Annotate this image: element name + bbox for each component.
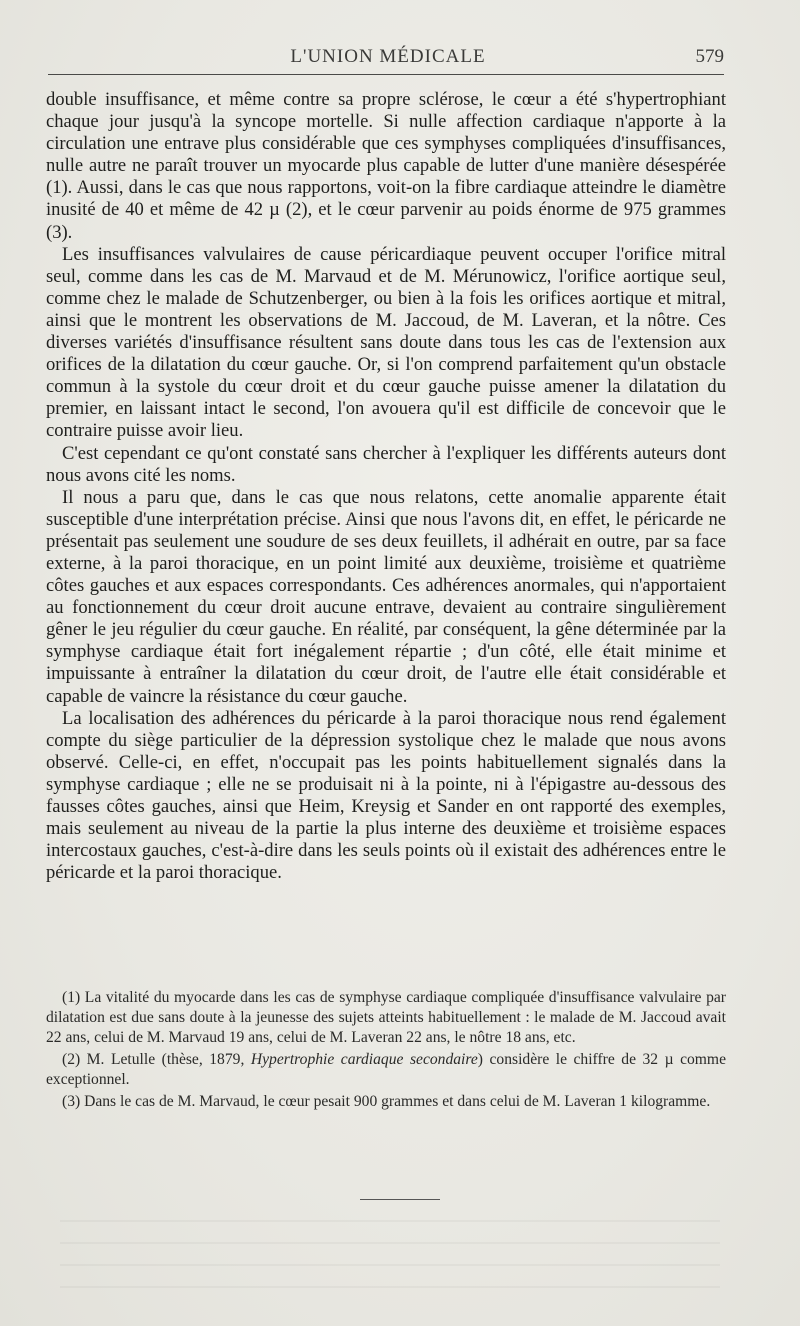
paragraph-3: C'est cependant ce qu'ont constaté sans chercher à l'expliquer les différents auteurs dont nous avons cité les noms. <box>46 442 726 486</box>
page-show-through <box>60 1220 720 1300</box>
bottom-rule <box>360 1199 440 1200</box>
page-number: 579 <box>695 46 724 67</box>
paragraph-1: double insuffisance, et même contre sa propre sclérose, le cœur a été s'hypertrophiant chaque jour jusqu'à la syncope mortelle. Si nulle affection cardiaque n'apporte à la circulation une entrave plus considérable que ces symphyses compliquées d'insuffisances, nulle autre ne paraît trouver un myocarde plus capable de lutter d'une manière désespérée (1). Aussi, dans le cas que nous rapportons, voit-on la fibre cardiaque atteindre le diamètre inusité de 40 et même de 42 µ (2), et le cœur parvenir au poids énorme de 975 grammes (3). <box>46 89 726 243</box>
header-rule <box>48 74 724 75</box>
footnotes <box>46 988 726 1114</box>
running-head <box>48 46 728 72</box>
footnote-3: (3) Dans le cas de M. Marvaud, le cœur pesait 900 grammes et dans celui de M. Laveran 1 kilogramme. <box>62 1093 711 1110</box>
body-text <box>46 89 726 884</box>
paragraph-2: Les insuffisances valvulaires de cause péricardiaque peuvent occuper l'orifice mitral seul, comme dans les cas de M. Marvaud et de M. Mérunowicz, l'orifice aortique seul, comme chez le malade de Schutzenberger, ou bien à la fois les orifices aortique et mitral, ainsi que le montrent les observations de M. Jaccoud, de M. Laveran, et la nôtre. Ces diverses variétés d'insuffisance résultent sans doute dans tous les cas de l'extension aux orifices de la dilatation du cœur gauche. Or, si l'on comprend parfaitement qu'un obstacle commun à la systole du cœur droit et du cœur gauche puisse amener la dilatation du premier, en laissant intact le second, l'on avouera qu'il est difficile de concevoir que le contraire puisse avoir lieu. <box>46 243 726 442</box>
paragraph-4: Il nous a paru que, dans le cas que nous relatons, cette anomalie apparente était susceptible d'une interprétation précise. Ainsi que nous l'avons dit, en effet, le péricarde ne présentait pas seulement une soudure de ses deux feuillets, il adhérait en outre, par sa face externe, à la paroi thoracique, en un point limité aux deuxième, troisième et quatrième côtes gauches et aux espaces correspondants. Ces adhérences anormales, qui n'apportaient au fonctionnement du cœur droit aucune entrave, devaient au contraire singulièrement gêner le jeu régulier du cœur gauche. En réalité, par conséquent, la gêne déterminée par la symphyse cardiaque était fort inégalement répartie ; d'un côté, elle était minime et impuissante à entraîner la dilatation du cœur droit, de l'autre elle était considérable et capable de vaincre la résistance du cœur gauche. <box>46 486 726 707</box>
footnote-2-text: (2) M. Letulle (thèse, 1879, <box>62 1051 251 1068</box>
footnote-1: (1) La vitalité du myocarde dans les cas de symphyse cardiaque compliquée d'insuffisance valvulaire par dilatation est due sans doute à la jeunesse des sujets atteints habituellement : le malade de M. Jaccoud avait 22 ans, celui de M. Marvaud 19 ans, celui de M. Laveran 22 ans, le nôtre 18 ans, etc. <box>46 989 726 1046</box>
paragraph-5: La localisation des adhérences du péricarde à la paroi thoracique nous rend également compte du siège particulier de la dépression systolique chez le malade que nous avons observé. Celle-ci, en effet, n'occupait pas les points habituellement signalés dans la symphyse cardiaque ; elle ne se produisait ni à la pointe, ni à l'épigastre au-dessous des fausses côtes gauches, ainsi que Heim, Kreysig et Sander en ont rapporté des exemples, mais seulement au niveau de la partie la plus interne des deuxième et troisième espaces intercostaux gauches, c'est-à-dire dans les seuls points où il existait des adhérences entre le péricarde et la paroi thoracique. <box>46 707 726 884</box>
running-title: L'UNION MÉDICALE <box>290 46 486 67</box>
footnote-2 <box>46 1050 726 1090</box>
footnote-2-title: Hypertrophie cardiaque secondaire <box>250 1051 478 1068</box>
footnote-2-end: ) considère le chiffre de 32 µ comme exceptionnel. <box>46 1051 726 1088</box>
